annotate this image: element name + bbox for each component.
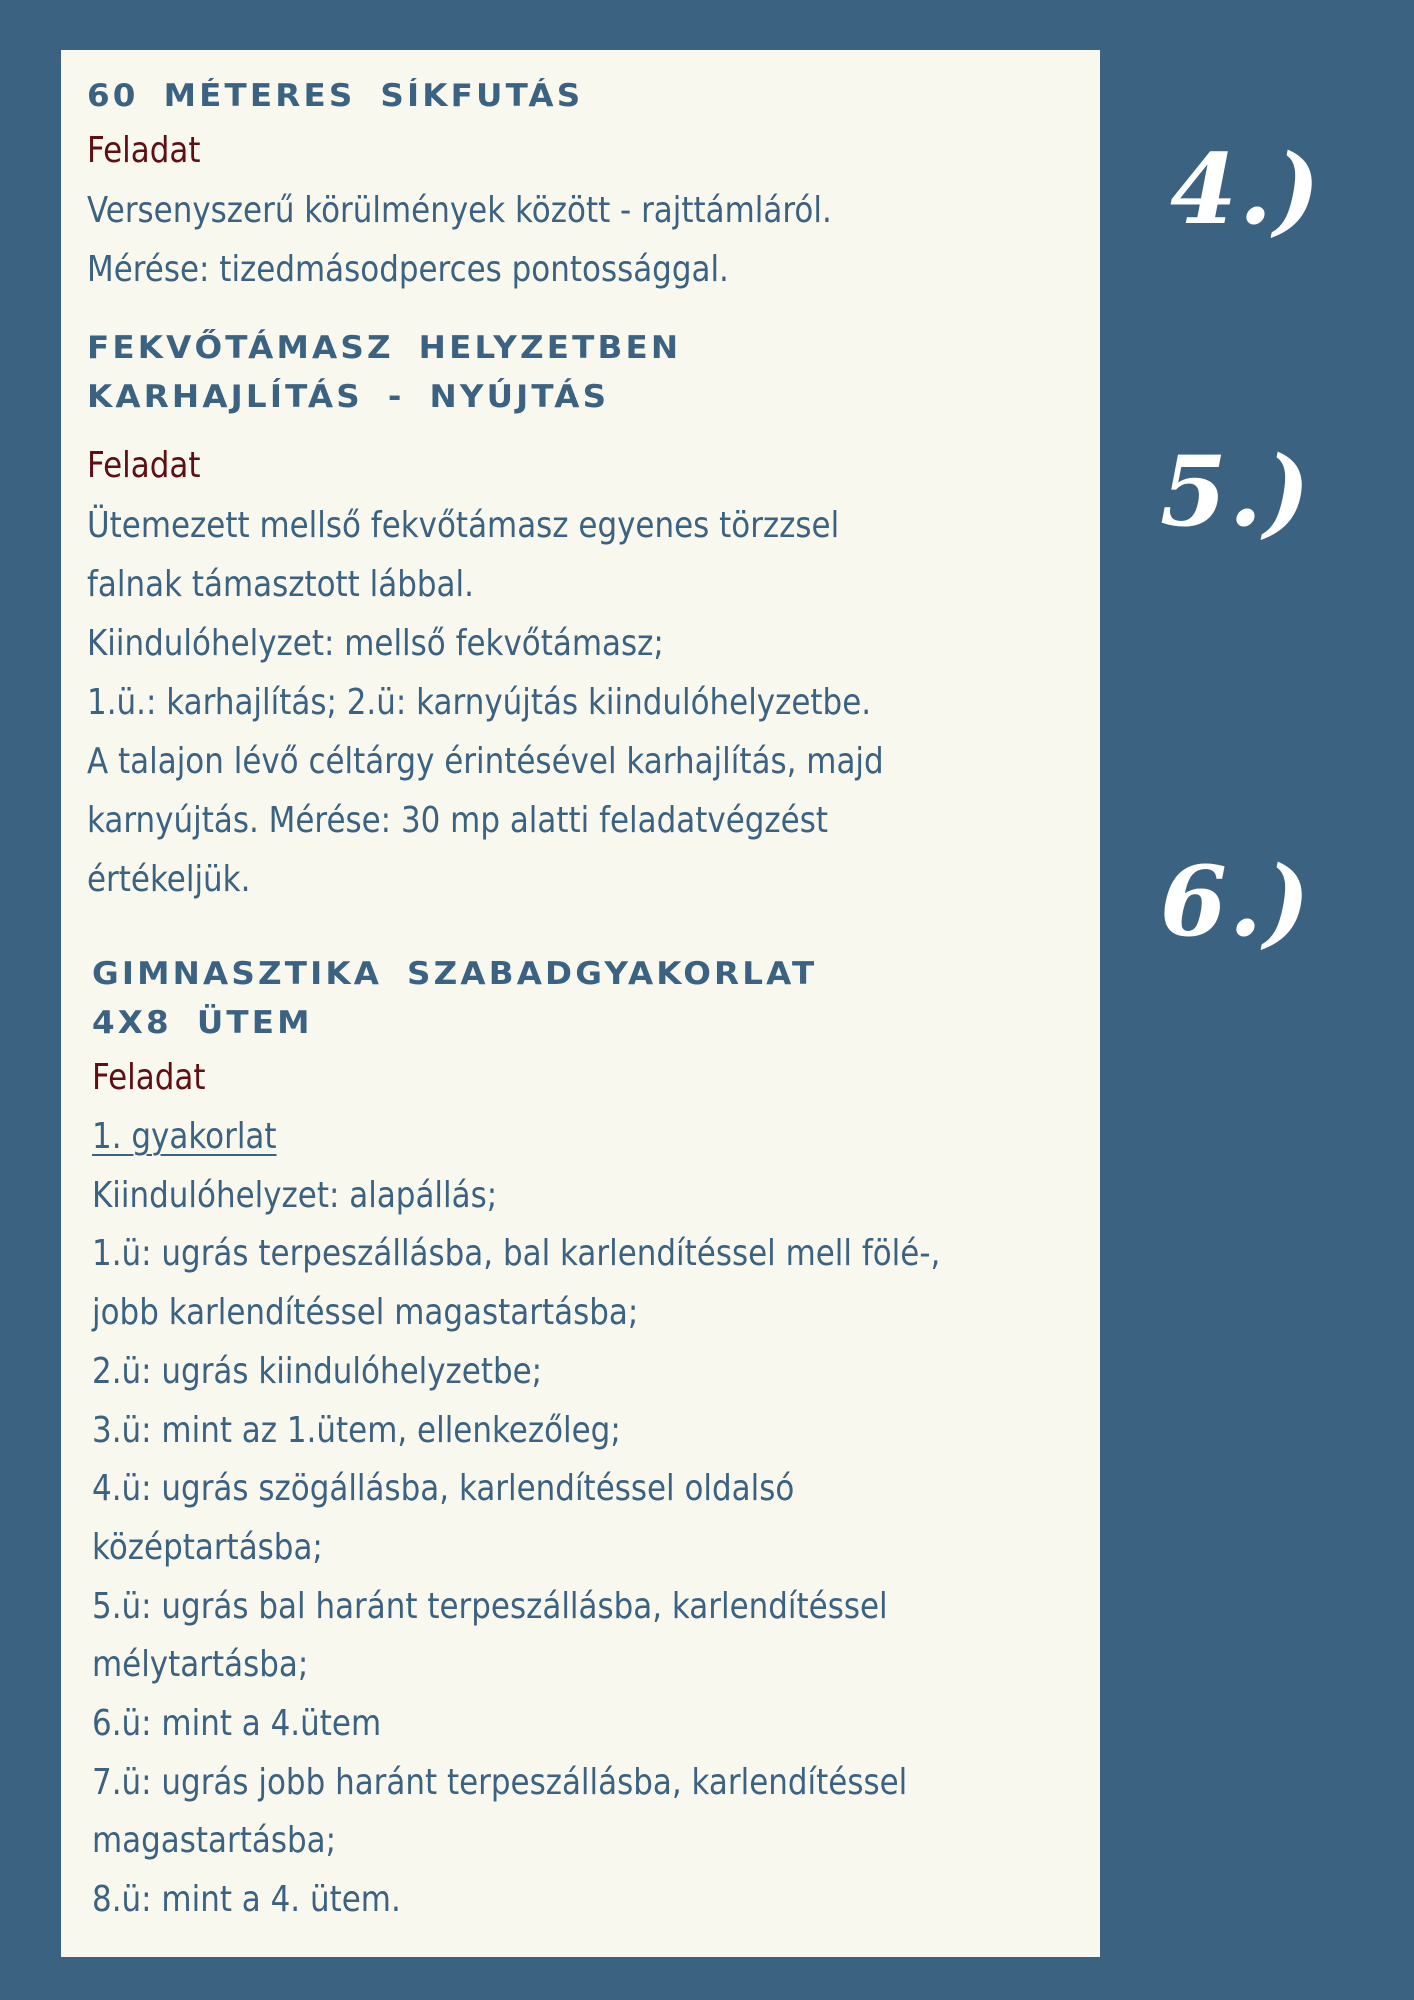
text-line: Kiindulóhelyzet: mellső fekvőtámasz; xyxy=(87,623,664,664)
text-line: Versenyszerű körülmények között - rajttámláról. xyxy=(87,190,832,231)
section-heading: 60 MÉTERES SÍKFUTÁS xyxy=(87,78,584,114)
section-number-marker: 4.) xyxy=(1170,133,1322,246)
exercise-sublabel: 1. gyakorlat xyxy=(92,1116,277,1157)
section-heading: 4X8 ÜTEM xyxy=(92,1005,313,1041)
text-line: értékeljük. xyxy=(87,859,251,900)
task-label: Feladat xyxy=(87,130,201,171)
text-line: 7.ü: ugrás jobb haránt terpeszállásba, karlendítéssel xyxy=(92,1761,908,1803)
section-sprint xyxy=(61,72,1100,299)
text-line: A talajon lévő céltárgy érintésével karhajlítás, majd xyxy=(87,741,884,782)
text-line: 5.ü: ugrás bal haránt terpeszállásba, karlendítéssel xyxy=(92,1585,888,1627)
text-line: 8.ü: mint a 4. ütem. xyxy=(92,1879,401,1921)
task-label: Feladat xyxy=(87,445,201,486)
section-number-marker: 5.) xyxy=(1160,435,1312,548)
text-line: Mérése: tizedmásodperces pontossággal. xyxy=(87,249,729,290)
content-card xyxy=(61,50,1100,1957)
text-line: Kiindulóhelyzet: alapállás; xyxy=(92,1174,498,1216)
section-heading: KARHAJLÍTÁS - NYÚJTÁS xyxy=(87,379,610,415)
section-pushup xyxy=(61,324,1100,909)
text-line: 3.ü: mint az 1.ütem, ellenkezőleg; xyxy=(92,1409,621,1451)
text-line: jobb karlendítéssel magastartásba; xyxy=(92,1292,639,1334)
text-line: magastartásba; xyxy=(92,1820,337,1862)
text-line: 2.ü: ugrás kiindulóhelyzetbe; xyxy=(92,1350,543,1392)
task-label: Feladat xyxy=(92,1057,206,1098)
section-heading: GIMNASZTIKA SZABADGYAKORLAT xyxy=(92,956,818,992)
text-line: 1.ü.: karhajlítás; 2.ü: karnyújtás kiindulóhelyzetbe. xyxy=(87,682,872,723)
text-line: falnak támasztott lábbal. xyxy=(87,564,474,605)
text-line: 1.ü: ugrás terpeszállásba, bal karlendítéssel mell fölé-, xyxy=(92,1233,941,1275)
section-gymnastics xyxy=(61,950,1100,1930)
text-line: mélytartásba; xyxy=(92,1644,309,1686)
text-line: karnyújtás. Mérése: 30 mp alatti feladatvégzést xyxy=(87,800,828,841)
section-number-marker: 6.) xyxy=(1160,845,1312,958)
text-line: Ütemezett mellső fekvőtámasz egyenes törzzsel xyxy=(87,505,840,546)
text-line: 6.ü: mint a 4.ütem xyxy=(92,1703,382,1745)
section-heading: FEKVŐTÁMASZ HELYZETBEN xyxy=(87,330,682,366)
text-line: középtartásba; xyxy=(92,1526,323,1568)
text-line: 4.ü: ugrás szögállásba, karlendítéssel oldalsó xyxy=(92,1468,795,1510)
